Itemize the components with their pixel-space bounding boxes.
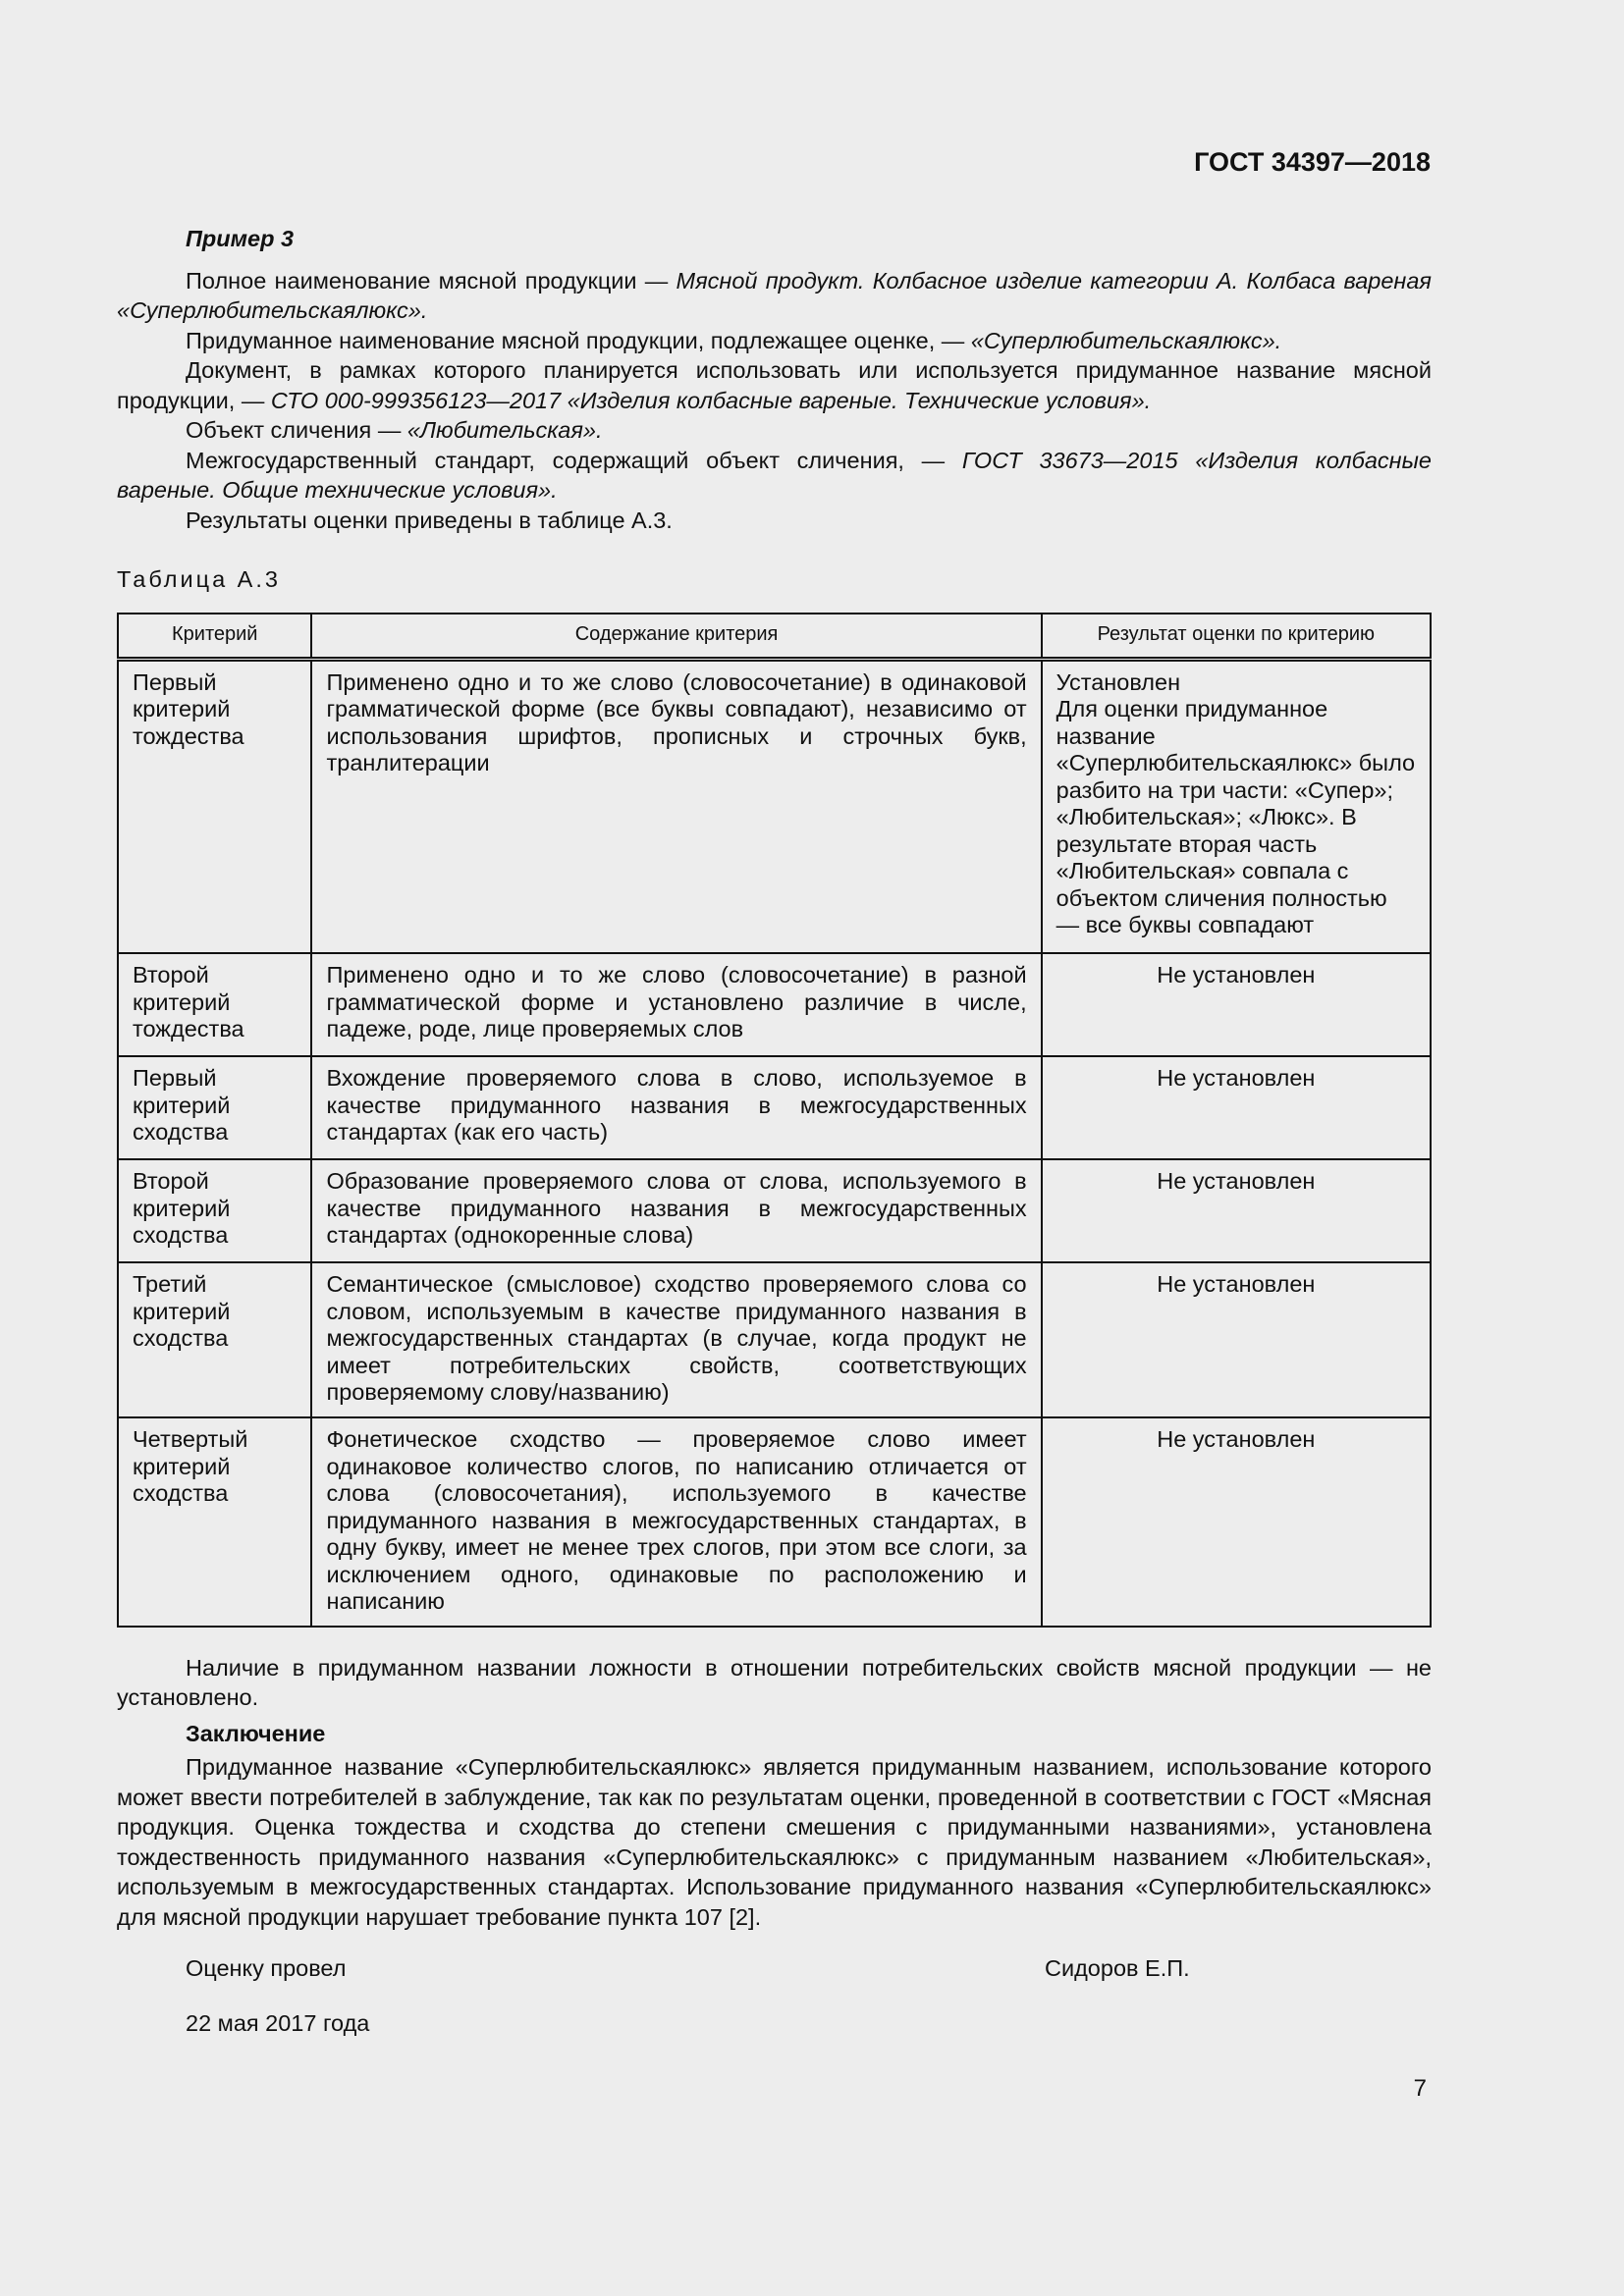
criterion-cell: Первый критерий тождества bbox=[118, 659, 311, 953]
table-header-row bbox=[118, 614, 1431, 660]
content-cell: Вхождение проверяемого слова в слово, используемое в качестве придуманного названия в межгосударственных стандартах (как его часть) bbox=[311, 1056, 1041, 1159]
result-detail: Для оценки придуманное название «Суперлюбительскаялюкс» было разбито на три части: «Супер»; «Любительская»; «Люкс». В результате вторая часть «Любительская» совпала с объектом сличения полностью — все буквы совпадают bbox=[1056, 696, 1416, 937]
table-row bbox=[118, 1159, 1431, 1262]
criterion-cell: Четвертый критерий сходства bbox=[118, 1417, 311, 1627]
content-cell: Семантическое (смысловое) сходство проверяемого слова со словом, используемым в качестве придуманного названия в межгосударственных стандартах (в случае, когда продукт не имеет потребительских свойств, соответствующих проверяемому слову/названию) bbox=[311, 1262, 1041, 1417]
example-title: Пример 3 bbox=[186, 226, 295, 251]
table-row bbox=[118, 1417, 1431, 1627]
content-cell: Применено одно и то же слово (словосочетание) в одинаковой грамматической форме (все буквы совпадают), независимо от использования шрифтов, прописных и строчных букв, транлитерации bbox=[311, 659, 1041, 953]
criterion-cell: Второй критерий тождества bbox=[118, 953, 311, 1056]
assessment-date: 22 мая 2017 года bbox=[186, 2010, 370, 2036]
document-id: ГОСТ 34397—2018 bbox=[1194, 147, 1431, 177]
criterion-cell: Третий критерий сходства bbox=[118, 1262, 311, 1417]
signature-row bbox=[117, 1953, 1432, 1983]
content-cell: Фонетическое сходство — проверяемое слово имеет одинаковое количество слогов, по написанию отличается от слова (словосочетания), используемого в качестве придуманного названия в межгосударственных стандартах, в одну букву, имеет не менее трех слогов, при этом все слоги, за исключением одного, одинаковые по расположению и написанию bbox=[311, 1417, 1041, 1627]
paragraph-document: Документ, в рамках которого планируется использовать или используется придуманное название мясной продукции, — СТО 000-999356123—2017 «Изделия колбасные вареные. Технические условия». bbox=[117, 357, 1432, 413]
table-row bbox=[118, 1056, 1431, 1159]
criterion-cell: Второй критерий сходства bbox=[118, 1159, 311, 1262]
conclusion-text: Придуманное название «Суперлюбительскаялюкс» является придуманным названием, использование которого может ввести потребителей в заблуждение, так как по результатам оценки, проведенной в соответствии с ГОСТ «Мясная продукция. Оценка тождества и сходства до степени смешения с придуманными названиями», установлена тождественность придуманного названия «Суперлюбительскаялюкс» с придуманным названием «Любительская», используемым в межгосударственных стандартах. Использование придуманного названия «Суперлюбительскаялюкс» для мясной продукции нарушает требование пункта 107 [2]. bbox=[117, 1754, 1432, 1930]
table-row bbox=[118, 953, 1431, 1056]
paragraph-standard: Межгосударственный стандарт, содержащий объект сличения, — ГОСТ 33673—2015 «Изделия колбасные вареные. Общие технические условия». bbox=[117, 447, 1432, 503]
document-body bbox=[117, 224, 1432, 2061]
page-number: 7 bbox=[1413, 2075, 1427, 2102]
result-cell bbox=[1042, 659, 1431, 953]
header-content: Содержание критерия bbox=[311, 614, 1041, 660]
assessment-table bbox=[117, 613, 1432, 1628]
paragraph-falsity: Наличие в придуманном названии ложности в отношении потребительских свойств мясной продукции — не установлено. bbox=[117, 1654, 1432, 1710]
paragraph-invented-name: Придуманное наименование мясной продукции, подлежащее оценке, — «Суперлюбительскаялюкс». bbox=[186, 327, 1282, 353]
result-cell: Не установлен bbox=[1042, 1056, 1431, 1159]
header-result: Результат оценки по критерию bbox=[1042, 614, 1431, 660]
paragraph-comparison-object: Объект сличения — «Любительская». bbox=[186, 417, 603, 443]
criterion-cell: Первый критерий сходства bbox=[118, 1056, 311, 1159]
paragraph-full-name: Полное наименование мясной продукции — Мясной продукт. Колбасное изделие категории А. Колбаса вареная «Суперлюбительскаялюкс». bbox=[117, 267, 1432, 323]
paragraph-results-ref: Результаты оценки приведены в таблице А.3. bbox=[186, 507, 673, 533]
result-status: Установлен bbox=[1056, 668, 1181, 695]
content-cell: Применено одно и то же слово (словосочетание) в разной грамматической форме и установлено различие в числе, падеже, роде, лице проверяемых слов bbox=[311, 953, 1041, 1056]
result-cell: Не установлен bbox=[1042, 1417, 1431, 1627]
header-criterion: Критерий bbox=[118, 614, 311, 660]
table-row bbox=[118, 659, 1431, 953]
result-cell: Не установлен bbox=[1042, 1159, 1431, 1262]
signature-label: Оценку провел bbox=[186, 1955, 347, 1981]
table-caption: Таблица А.3 bbox=[117, 566, 281, 592]
signature-name: Сидоров Е.П. bbox=[1045, 1955, 1190, 1981]
conclusion-title: Заключение bbox=[186, 1720, 326, 1746]
content-cell: Образование проверяемого слова от слова, используемого в качестве придуманного названия в межгосударственных стандартах (однокоренные слова) bbox=[311, 1159, 1041, 1262]
result-cell: Не установлен bbox=[1042, 953, 1431, 1056]
result-cell: Не установлен bbox=[1042, 1262, 1431, 1417]
table-row bbox=[118, 1262, 1431, 1417]
